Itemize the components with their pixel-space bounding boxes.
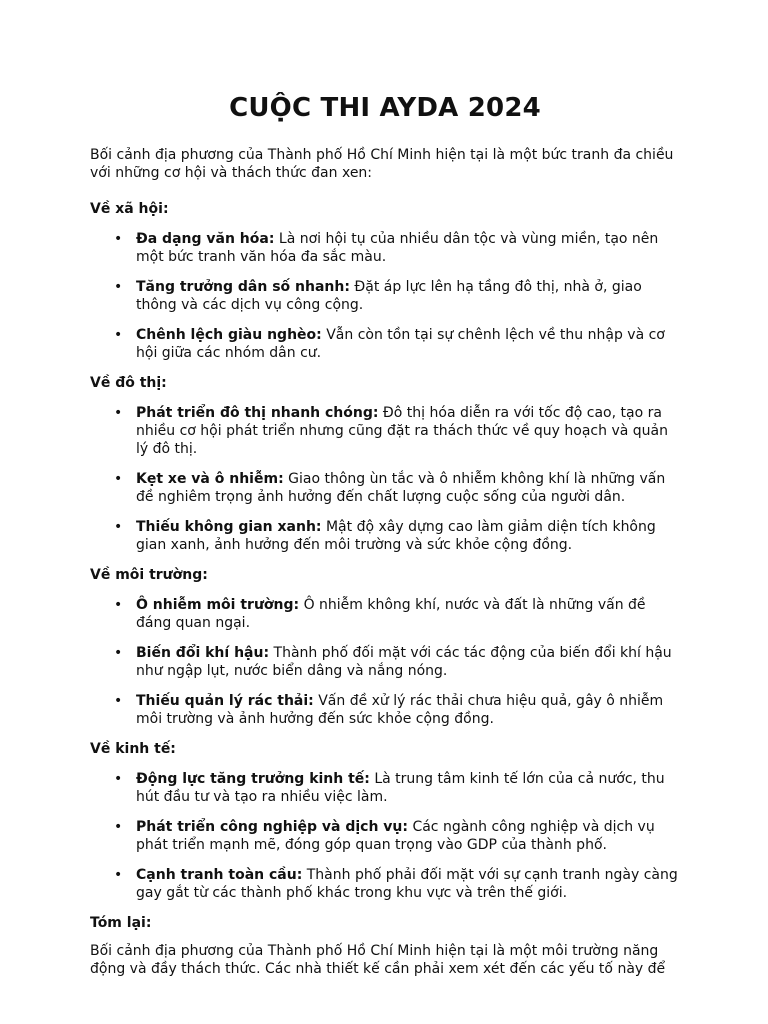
section-economy	[90, 740, 680, 902]
bullet-icon: •	[114, 471, 123, 487]
list-item	[114, 818, 680, 854]
list-item	[114, 596, 680, 632]
bullet-icon: •	[114, 771, 123, 787]
section-heading: Về kinh tế:	[90, 741, 176, 757]
list-item	[114, 692, 680, 728]
summary-heading: Tóm lại:	[90, 915, 152, 931]
list-item	[114, 470, 680, 506]
item-term: Phát triển công nghiệp và dịch vụ:	[136, 819, 408, 835]
bullet-icon: •	[114, 645, 123, 661]
bullet-icon: •	[114, 327, 123, 343]
section-heading: Về môi trường:	[90, 567, 208, 583]
item-text: Là trung tâm kinh tế lớn của cả nước, thu hút đầu tư và tạo ra nhiều việc làm.	[136, 771, 665, 805]
bullet-icon: •	[114, 231, 123, 247]
item-text: Đặt áp lực lên hạ tầng đô thị, nhà ở, giao thông và các dịch vụ công cộng.	[136, 279, 642, 313]
list-item	[114, 278, 680, 314]
item-term: Thiếu không gian xanh:	[136, 519, 322, 535]
bullet-icon: •	[114, 819, 123, 835]
bullet-list	[90, 230, 680, 362]
item-term: Thiếu quản lý rác thải:	[136, 693, 314, 709]
item-term: Chênh lệch giàu nghèo:	[136, 327, 322, 343]
item-text: Thành phố đối mặt với các tác động của biến đổi khí hậu như ngập lụt, nước biển dâng và nắng nóng.	[136, 645, 672, 679]
item-text: Các ngành công nghiệp và dịch vụ phát triển mạnh mẽ, đóng góp quan trọng vào GDP của thành phố.	[136, 819, 655, 853]
item-text: Giao thông ùn tắc và ô nhiễm không khí là những vấn đề nghiêm trọng ảnh hưởng đến chất lượng cuộc sống của người dân.	[136, 471, 666, 505]
item-term: Tăng trưởng dân số nhanh:	[136, 279, 350, 295]
item-text: Là nơi hội tụ của nhiều dân tộc và vùng miền, tạo nên một bức tranh văn hóa đa sắc màu.	[136, 231, 659, 265]
item-term: Biến đổi khí hậu:	[136, 645, 270, 661]
document-page	[90, 88, 680, 978]
list-item	[114, 404, 680, 458]
list-item	[114, 644, 680, 680]
document-title: CUỘC THI AYDA 2024	[229, 93, 541, 123]
list-item	[114, 866, 680, 902]
section-heading: Về xã hội:	[90, 201, 169, 217]
section-urban	[90, 374, 680, 554]
item-term: Ô nhiễm môi trường:	[136, 597, 300, 613]
bullet-icon: •	[114, 279, 123, 295]
item-text: Đô thị hóa diễn ra với tốc độ cao, tạo ra nhiều cơ hội phát triển nhưng cũng đặt ra thách thức về quy hoạch và quản lý đô thị.	[136, 405, 668, 457]
item-text: Vấn đề xử lý rác thải chưa hiệu quả, gây ô nhiễm môi trường và ảnh hưởng đến sức khỏe cộng đồng.	[136, 693, 664, 727]
section-social	[90, 200, 680, 362]
list-item	[114, 326, 680, 362]
bullet-icon: •	[114, 405, 123, 421]
bullet-list	[90, 770, 680, 902]
item-text: Mật độ xây dựng cao làm giảm diện tích không gian xanh, ảnh hưởng đến môi trường và sức khỏe cộng đồng.	[136, 519, 656, 553]
item-text: Thành phố phải đối mặt với sự cạnh tranh ngày càng gay gắt từ các thành phố khác trong khu vực và trên thế giới.	[136, 867, 678, 901]
bullet-list	[90, 404, 680, 554]
item-term: Động lực tăng trưởng kinh tế:	[136, 771, 370, 787]
bullet-icon: •	[114, 693, 123, 709]
bullet-icon: •	[114, 597, 123, 613]
summary-paragraph: Bối cảnh địa phương của Thành phố Hồ Chí Minh hiện tại là một môi trường năng động và đầy thách thức. Các nhà thiết kế cần phải xem xét đến các yếu tố này để	[90, 943, 666, 977]
item-term: Phát triển đô thị nhanh chóng:	[136, 405, 379, 421]
list-item	[114, 770, 680, 806]
item-term: Kẹt xe và ô nhiễm:	[136, 471, 284, 487]
item-term: Cạnh tranh toàn cầu:	[136, 867, 303, 883]
list-item	[114, 230, 680, 266]
item-text: Ô nhiễm không khí, nước và đất là những vấn đề đáng quan ngại.	[136, 597, 646, 631]
intro-paragraph: Bối cảnh địa phương của Thành phố Hồ Chí Minh hiện tại là một bức tranh đa chiều với những cơ hội và thách thức đan xen:	[90, 147, 674, 181]
bullet-list	[90, 596, 680, 728]
list-item	[114, 518, 680, 554]
section-environment	[90, 566, 680, 728]
section-heading: Về đô thị:	[90, 375, 167, 391]
item-text: Vẫn còn tồn tại sự chênh lệch về thu nhập và cơ hội giữa các nhóm dân cư.	[136, 327, 665, 361]
bullet-icon: •	[114, 519, 123, 535]
item-term: Đa dạng văn hóa:	[136, 231, 275, 247]
bullet-icon: •	[114, 867, 123, 883]
